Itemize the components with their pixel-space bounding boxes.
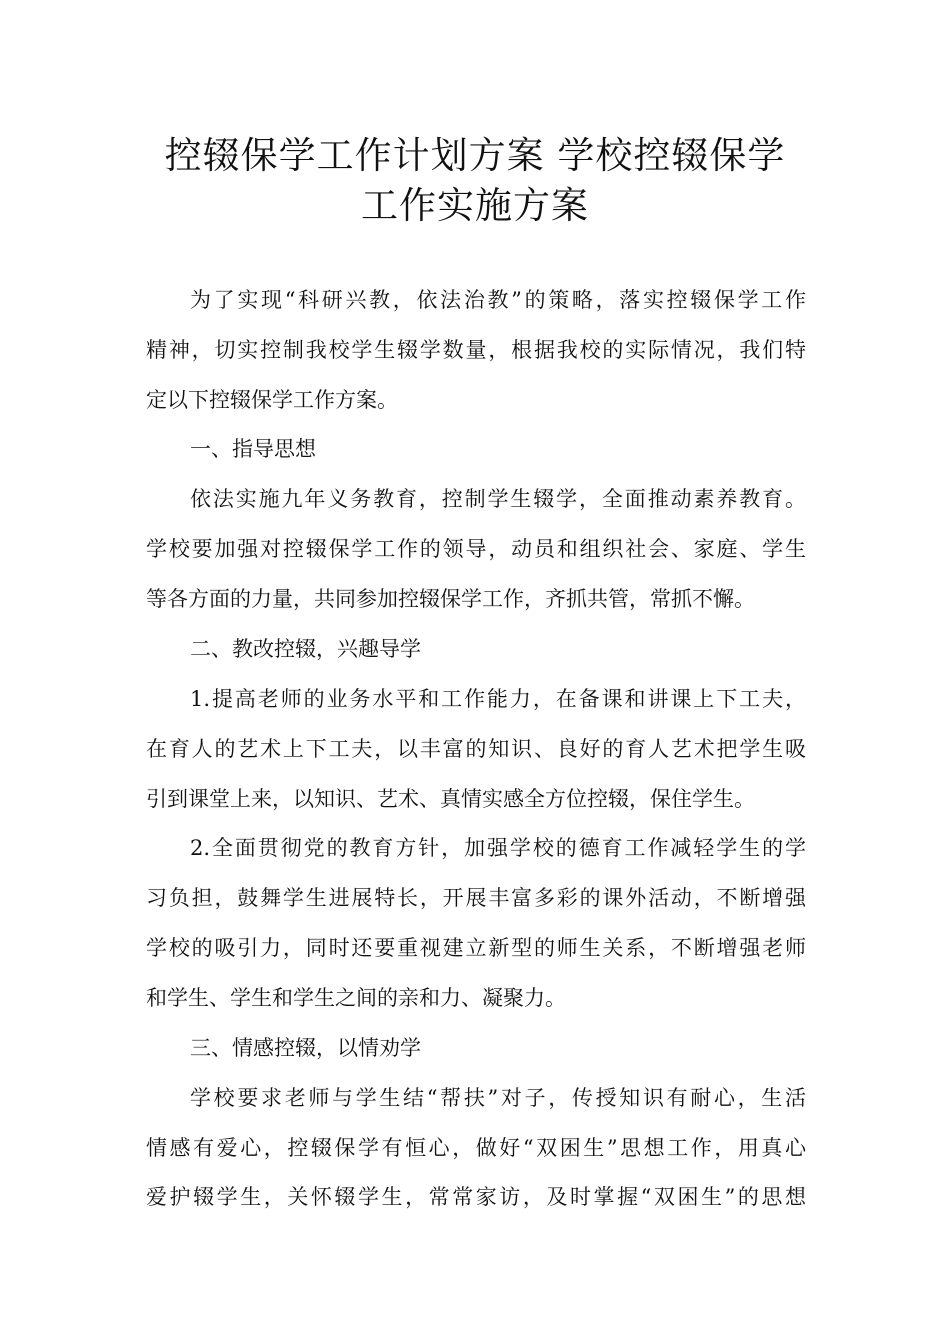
- paragraph-line: 引到课堂上来，以知识、艺术、真情实感全方位控辍，保住学生。: [146, 787, 755, 811]
- section-heading: 一、指导思想: [190, 437, 316, 461]
- paragraph-intro-line: 为了实现“科研兴教，依法治教”的策略，落实控辍保学工作: [190, 288, 806, 312]
- paragraph-line: 等各方面的力量，共同参加控辍保学工作，齐抓共管，常抓不懈。: [146, 587, 755, 611]
- document-title-line-2: 工作实施方案: [361, 184, 589, 227]
- paragraph-intro-line: 精神，切实控制我校学生辍学数量，根据我校的实际情况，我们特: [146, 338, 806, 362]
- section-heading: 二、教改控辍，兴趣导学: [190, 637, 421, 661]
- paragraph-line: 爱护辍学生，关怀辍学生，常常家访，及时掌握“双困生”的思想: [146, 1185, 806, 1209]
- document-title-line-1: 控辍保学工作计划方案 学校控辍保学: [164, 134, 786, 177]
- paragraph-line: 学校要加强对控辍保学工作的领导，动员和组织社会、家庭、学生: [146, 537, 806, 561]
- section-heading: 三、情感控辍，以情劝学: [190, 1036, 421, 1060]
- paragraph-line: 在育人的艺术上下工夫，以丰富的知识、良好的育人艺术把学生吸: [146, 737, 806, 761]
- paragraph-intro-line: 定以下控辍保学工作方案。: [146, 388, 398, 412]
- paragraph-line: 学校的吸引力，同时还要重视建立新型的师生关系，不断增强老师: [146, 936, 806, 960]
- paragraph-line: 学校要求老师与学生结“帮扶”对子，传授知识有耐心，生活: [190, 1086, 806, 1110]
- paragraph-line: 1.提高老师的业务水平和工作能力，在备课和讲课上下工夫，: [190, 687, 806, 711]
- paragraph-line: 情感有爱心，控辍保学有恒心，做好“双困生”思想工作，用真心: [146, 1136, 806, 1160]
- paragraph-line: 2.全面贯彻党的教育方针，加强学校的德育工作减轻学生的学: [190, 836, 806, 860]
- paragraph-line: 依法实施九年义务教育，控制学生辍学，全面推动素养教育。: [190, 487, 806, 511]
- paragraph-line: 习负担，鼓舞学生进展特长，开展丰富多彩的课外活动，不断增强: [146, 886, 806, 910]
- paragraph-line: 和学生、学生和学生之间的亲和力、凝聚力。: [146, 986, 566, 1010]
